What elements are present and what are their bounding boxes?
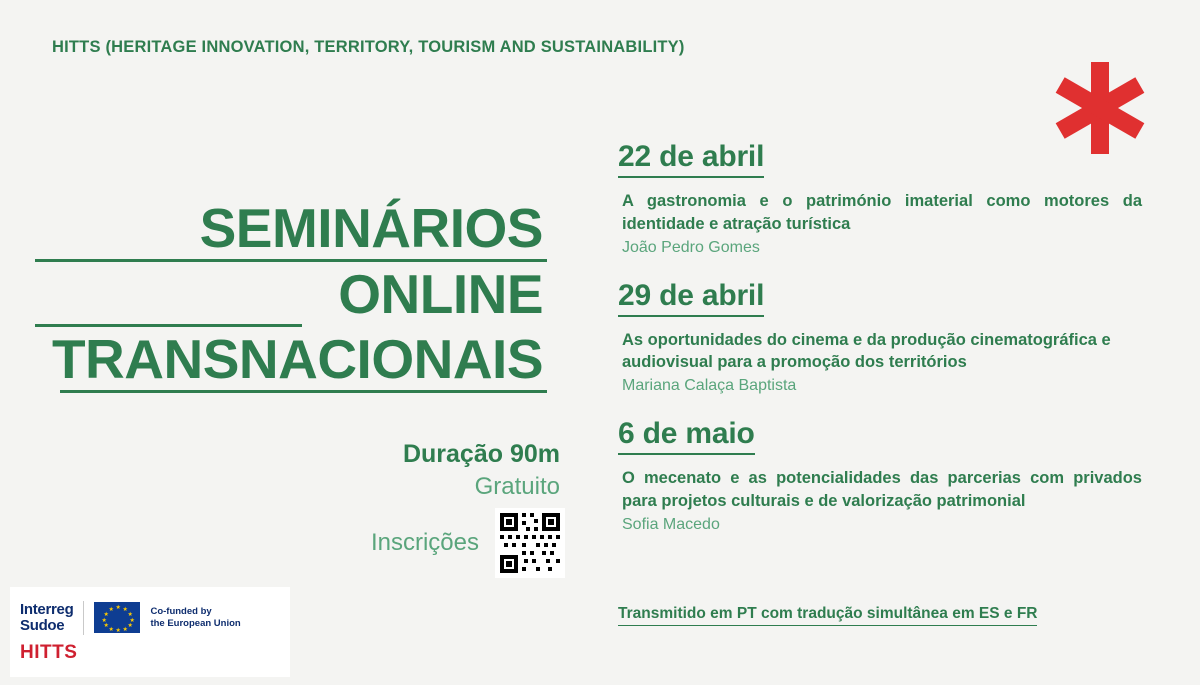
session-item — [618, 279, 1158, 396]
headline-line-3: TRANSNACIONAIS — [0, 331, 557, 391]
logo-divider — [83, 601, 84, 635]
eu-flag-icon: ★ ★ ★ ★ ★ ★ ★ ★ ★ ★ ★ ★ — [94, 602, 140, 633]
headline-rule-3 — [60, 390, 547, 393]
headline-line-2: ONLINE — [0, 266, 557, 326]
headline-rule-1 — [35, 259, 547, 262]
sessions-list — [618, 140, 1158, 556]
session-speaker: Sofia Macedo — [622, 515, 720, 533]
interreg-logo — [20, 602, 73, 633]
headline-line-1: SEMINÁRIOS — [0, 200, 557, 260]
logo-row — [20, 601, 280, 635]
session-title: A gastronomia e o património imaterial como motores da identidade e atração turística — [622, 192, 1142, 233]
signup-row — [330, 508, 565, 578]
session-title: O mecenato e as potencialidades das parcerias com privados para projetos culturais e de valorização patrimonial — [622, 469, 1142, 510]
qr-code-icon[interactable] — [495, 508, 565, 578]
page-title: HITTS (HERITAGE INNOVATION, TERRITORY, TOURISM AND SUSTAINABILITY) — [52, 38, 685, 56]
hitts-logo: HITTS — [20, 641, 78, 663]
duration-label: Duração 90m — [402, 440, 560, 468]
session-title: As oportunidades do cinema e da produção cinematográfica e audiovisual para a promoção dos territórios — [622, 330, 1111, 372]
session-date: 22 de abril — [618, 140, 764, 178]
interreg-program: Sudoe — [20, 616, 65, 634]
interreg-name: Interreg — [20, 600, 74, 618]
session-item — [618, 140, 1158, 257]
session-item — [618, 417, 1158, 534]
eu-funding-text — [150, 606, 240, 629]
session-speaker: João Pedro Gomes — [622, 238, 760, 256]
eu-funding-line-1: Co-funded by — [150, 606, 212, 618]
price-label: Gratuito — [474, 473, 560, 500]
headline-block — [0, 197, 565, 397]
logo-box — [10, 587, 290, 677]
session-date: 29 de abril — [618, 279, 764, 317]
broadcast-note: Transmitido em PT com tradução simultânea em ES e FR — [618, 605, 1037, 626]
session-date: 6 de maio — [618, 417, 755, 455]
eu-funding-line-2: the European Union — [150, 617, 241, 629]
headline-rule-2 — [35, 324, 302, 327]
session-speaker: Mariana Calaça Baptista — [622, 377, 797, 395]
signup-label: Inscrições — [370, 529, 479, 556]
